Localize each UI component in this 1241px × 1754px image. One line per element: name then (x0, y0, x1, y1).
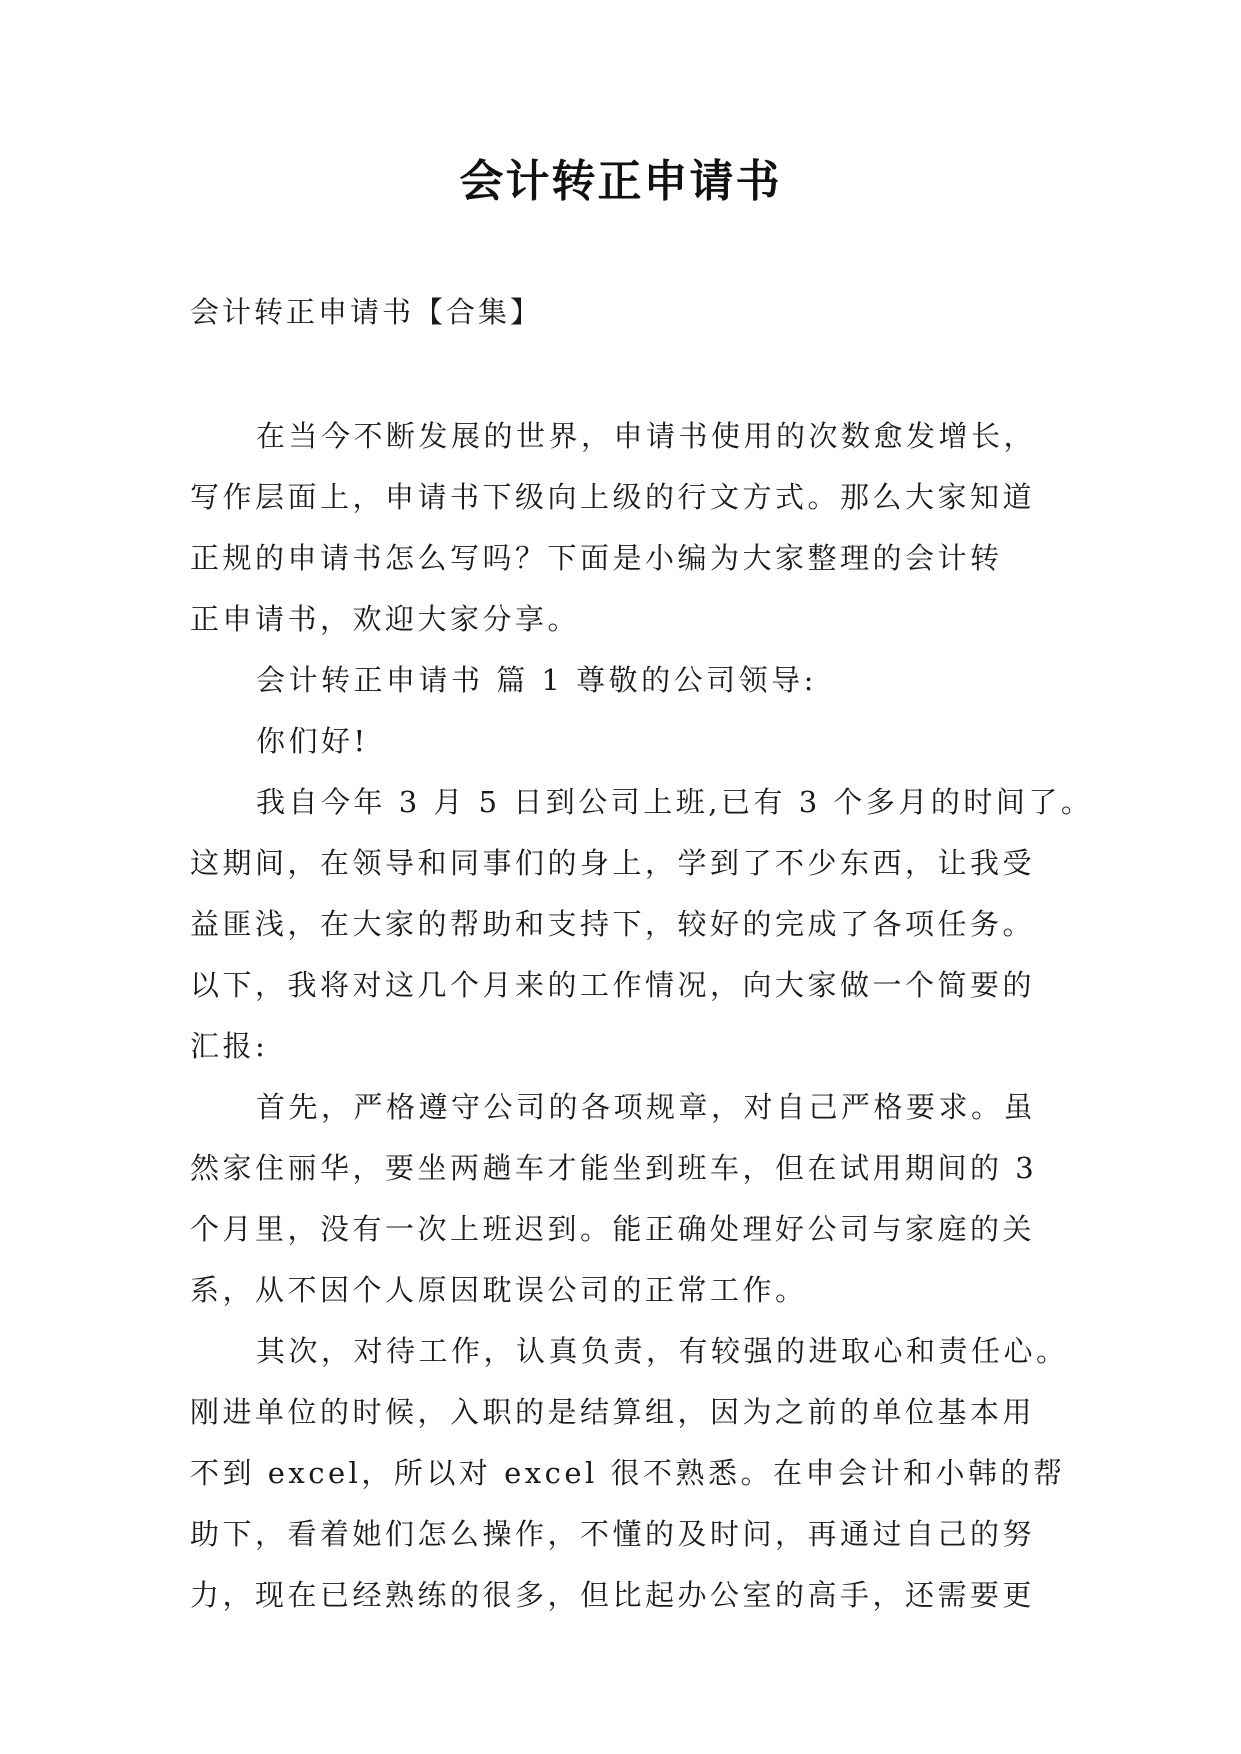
body-line: 汇报: (190, 1029, 269, 1063)
body-line: 这期间，在领导和同事们的身上，学到了不少东西，让我受 (190, 846, 1036, 880)
body-line: 刚进单位的时候，入职的是结算组，因为之前的单位基本用 (190, 1395, 1036, 1429)
document-subtitle: 会计转正申请书【合集】 (190, 295, 543, 329)
body-line: 在当今不断发展的世界，申请书使用的次数愈发增长， (256, 419, 1037, 453)
body-line: 益匪浅，在大家的帮助和支持下，较好的完成了各项任务。 (190, 907, 1036, 941)
body-line: 你们好! (256, 724, 369, 758)
body-line: 个月里，没有一次上班迟到。能正确处理好公司与家庭的关 (190, 1212, 1036, 1246)
body-line: 首先，严格遵守公司的各项规章，对自己严格要求。虽 (256, 1090, 1037, 1124)
document-title: 会计转正申请书 (459, 156, 782, 207)
body-line: 力，现在已经熟练的很多，但比起办公室的高手，还需要更 (190, 1578, 1036, 1612)
body-line: 不到 excel，所以对 excel 很不熟悉。在申会计和小韩的帮 (190, 1456, 1066, 1490)
body-line: 会计转正申请书 篇 1 尊敬的公司领导: (256, 663, 817, 697)
body-line: 助下，看着她们怎么操作，不懂的及时问，再通过自己的努 (190, 1517, 1036, 1551)
body-line: 写作层面上，申请书下级向上级的行文方式。那么大家知道 (190, 480, 1036, 514)
body-line: 正申请书，欢迎大家分享。 (190, 602, 581, 636)
body-line: 我自今年 3 月 5 日到公司上班,已有 3 个多月的时间了。 (256, 785, 1094, 819)
body-line: 系，从不因个人原因耽误公司的正常工作。 (190, 1273, 808, 1307)
document-body (190, 406, 1094, 1626)
body-line: 其次，对待工作，认真负责，有较强的进取心和责任心。 (256, 1334, 1069, 1368)
body-line: 然家住丽华，要坐两趟车才能坐到班车，但在试用期间的 3 (190, 1151, 1038, 1185)
body-line: 正规的申请书怎么写吗？下面是小编为大家整理的会计转 (190, 541, 1003, 575)
body-line: 以下，我将对这几个月来的工作情况，向大家做一个简要的 (190, 968, 1036, 1002)
